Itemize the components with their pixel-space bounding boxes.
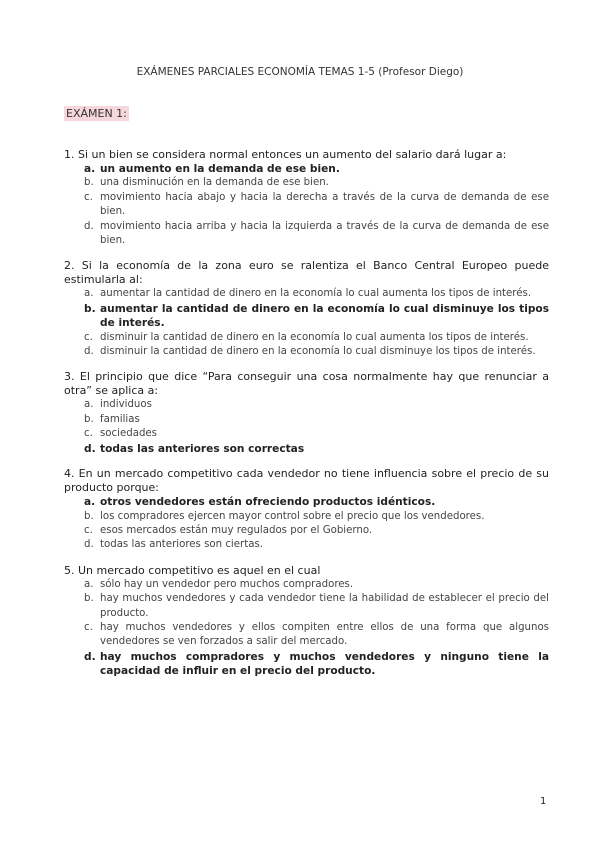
option-letter: a.	[84, 163, 96, 175]
option-letter: b.	[84, 593, 94, 605]
option-letter: b.	[84, 413, 94, 425]
option-list	[64, 287, 549, 359]
option	[64, 578, 549, 592]
exam-heading: EXÁMEN 1:	[66, 107, 127, 120]
option	[64, 592, 549, 621]
question-4	[64, 467, 549, 553]
option-letter: d.	[84, 650, 96, 663]
option-text: hay muchos vendedores y ellos compiten entre ellos de una forma que algunos vendedores se ven forzados a salir del mercado.	[100, 621, 549, 648]
option	[64, 524, 549, 538]
question-list	[64, 148, 549, 690]
option-text: hay muchos vendedores y cada vendedor tiene la habilidad de establecer el precio del producto.	[100, 593, 549, 619]
option-text: hay muchos compradores y muchos vendedores y ninguno tiene la capacidad de influir en el precio del producto.	[100, 650, 549, 678]
question-stem: 5. Un mercado competitivo es aquel en el cual	[64, 563, 321, 577]
option-correct	[64, 162, 549, 176]
option-text: otros vendedores están ofreciendo productos idénticos.	[100, 496, 436, 509]
question-stem: 4. En un mercado competitivo cada vendedor no tiene influencia sobre el precio de su producto porque:	[64, 467, 549, 495]
option-list	[64, 398, 549, 456]
question-2	[64, 259, 549, 359]
page-number: 1	[540, 796, 547, 807]
option-text: los compradores ejercen mayor control sobre el precio que los vendedores.	[100, 510, 485, 522]
option-text: aumentar la cantidad de dinero en la economía lo cual aumenta los tipos de interés.	[100, 288, 532, 300]
option-text: un aumento en la demanda de ese bien.	[100, 163, 340, 175]
option-text: individuos	[100, 399, 152, 411]
option	[64, 427, 549, 441]
option-letter: d.	[84, 220, 94, 232]
option-text: disminuir la cantidad de dinero en la economía lo cual disminuye los tipos de interés.	[100, 346, 536, 358]
option-letter: c.	[84, 428, 93, 440]
question-stem: 3. El principio que dice “Para conseguir una cosa normalmente hay que renunciar a otra” se aplica a:	[64, 370, 549, 398]
option-text: familias	[100, 413, 140, 425]
option	[64, 176, 549, 190]
option	[64, 398, 549, 412]
document-title: EXÁMENES PARCIALES ECONOMÍA TEMAS 1-5 (Profesor Diego)	[136, 66, 464, 78]
option	[64, 287, 549, 301]
option	[64, 413, 549, 427]
question-stem: 2. Si la economía de la zona euro se ralentiza el Banco Central Europeo puede estimularla al:	[64, 259, 549, 287]
option	[64, 331, 549, 345]
option-letter: b.	[84, 177, 94, 189]
option	[64, 510, 549, 524]
option-correct	[64, 650, 549, 679]
option-text: todas las anteriores son correctas	[100, 442, 305, 455]
question-3	[64, 370, 549, 456]
option-text: sociedades	[100, 428, 157, 440]
option-text: aumentar la cantidad de dinero en la economía lo cual disminuye los tipos de interés.	[100, 302, 549, 330]
option-list	[64, 162, 549, 248]
option-letter: c.	[84, 524, 93, 536]
option-text: movimiento hacia arriba y hacia la izquierda a través de la curva de demanda de ese bien.	[100, 220, 549, 247]
option-letter: a.	[84, 496, 96, 509]
option-letter: b.	[84, 510, 94, 522]
question-5	[64, 564, 549, 679]
option-letter: b.	[84, 302, 96, 315]
option-letter: d.	[84, 539, 94, 551]
option-letter: c.	[84, 331, 93, 343]
option-text: disminuir la cantidad de dinero en la economía lo cual aumenta los tipos de interés.	[100, 331, 529, 343]
question-stem: 1. Si un bien se considera normal entonces un aumento del salario dará lugar a:	[64, 148, 507, 161]
option-text: esos mercados están muy regulados por el Gobierno.	[100, 524, 373, 536]
option	[64, 345, 549, 359]
option-list	[64, 578, 549, 679]
option-correct	[64, 495, 549, 509]
option-letter: d.	[84, 442, 96, 455]
option-letter: a.	[84, 578, 94, 590]
option-text: todas las anteriores son ciertas.	[100, 539, 263, 551]
option-list	[64, 495, 549, 553]
option-letter: c.	[84, 191, 93, 203]
option	[64, 220, 549, 249]
option-letter: a.	[84, 288, 94, 300]
question-1	[64, 148, 549, 248]
option-letter: d.	[84, 346, 94, 358]
option	[64, 191, 549, 220]
option	[64, 538, 549, 552]
option-letter: c.	[84, 621, 93, 633]
option-letter: a.	[84, 399, 94, 411]
option-text: movimiento hacia abajo y hacia la derecha a través de la curva de demanda de ese bien.	[100, 191, 549, 218]
option-text: una disminución en la demanda de ese bien.	[100, 177, 329, 189]
option	[64, 621, 549, 650]
option-text: sólo hay un vendedor pero muchos compradores.	[100, 578, 354, 590]
option-correct	[64, 302, 549, 331]
option-correct	[64, 442, 549, 456]
